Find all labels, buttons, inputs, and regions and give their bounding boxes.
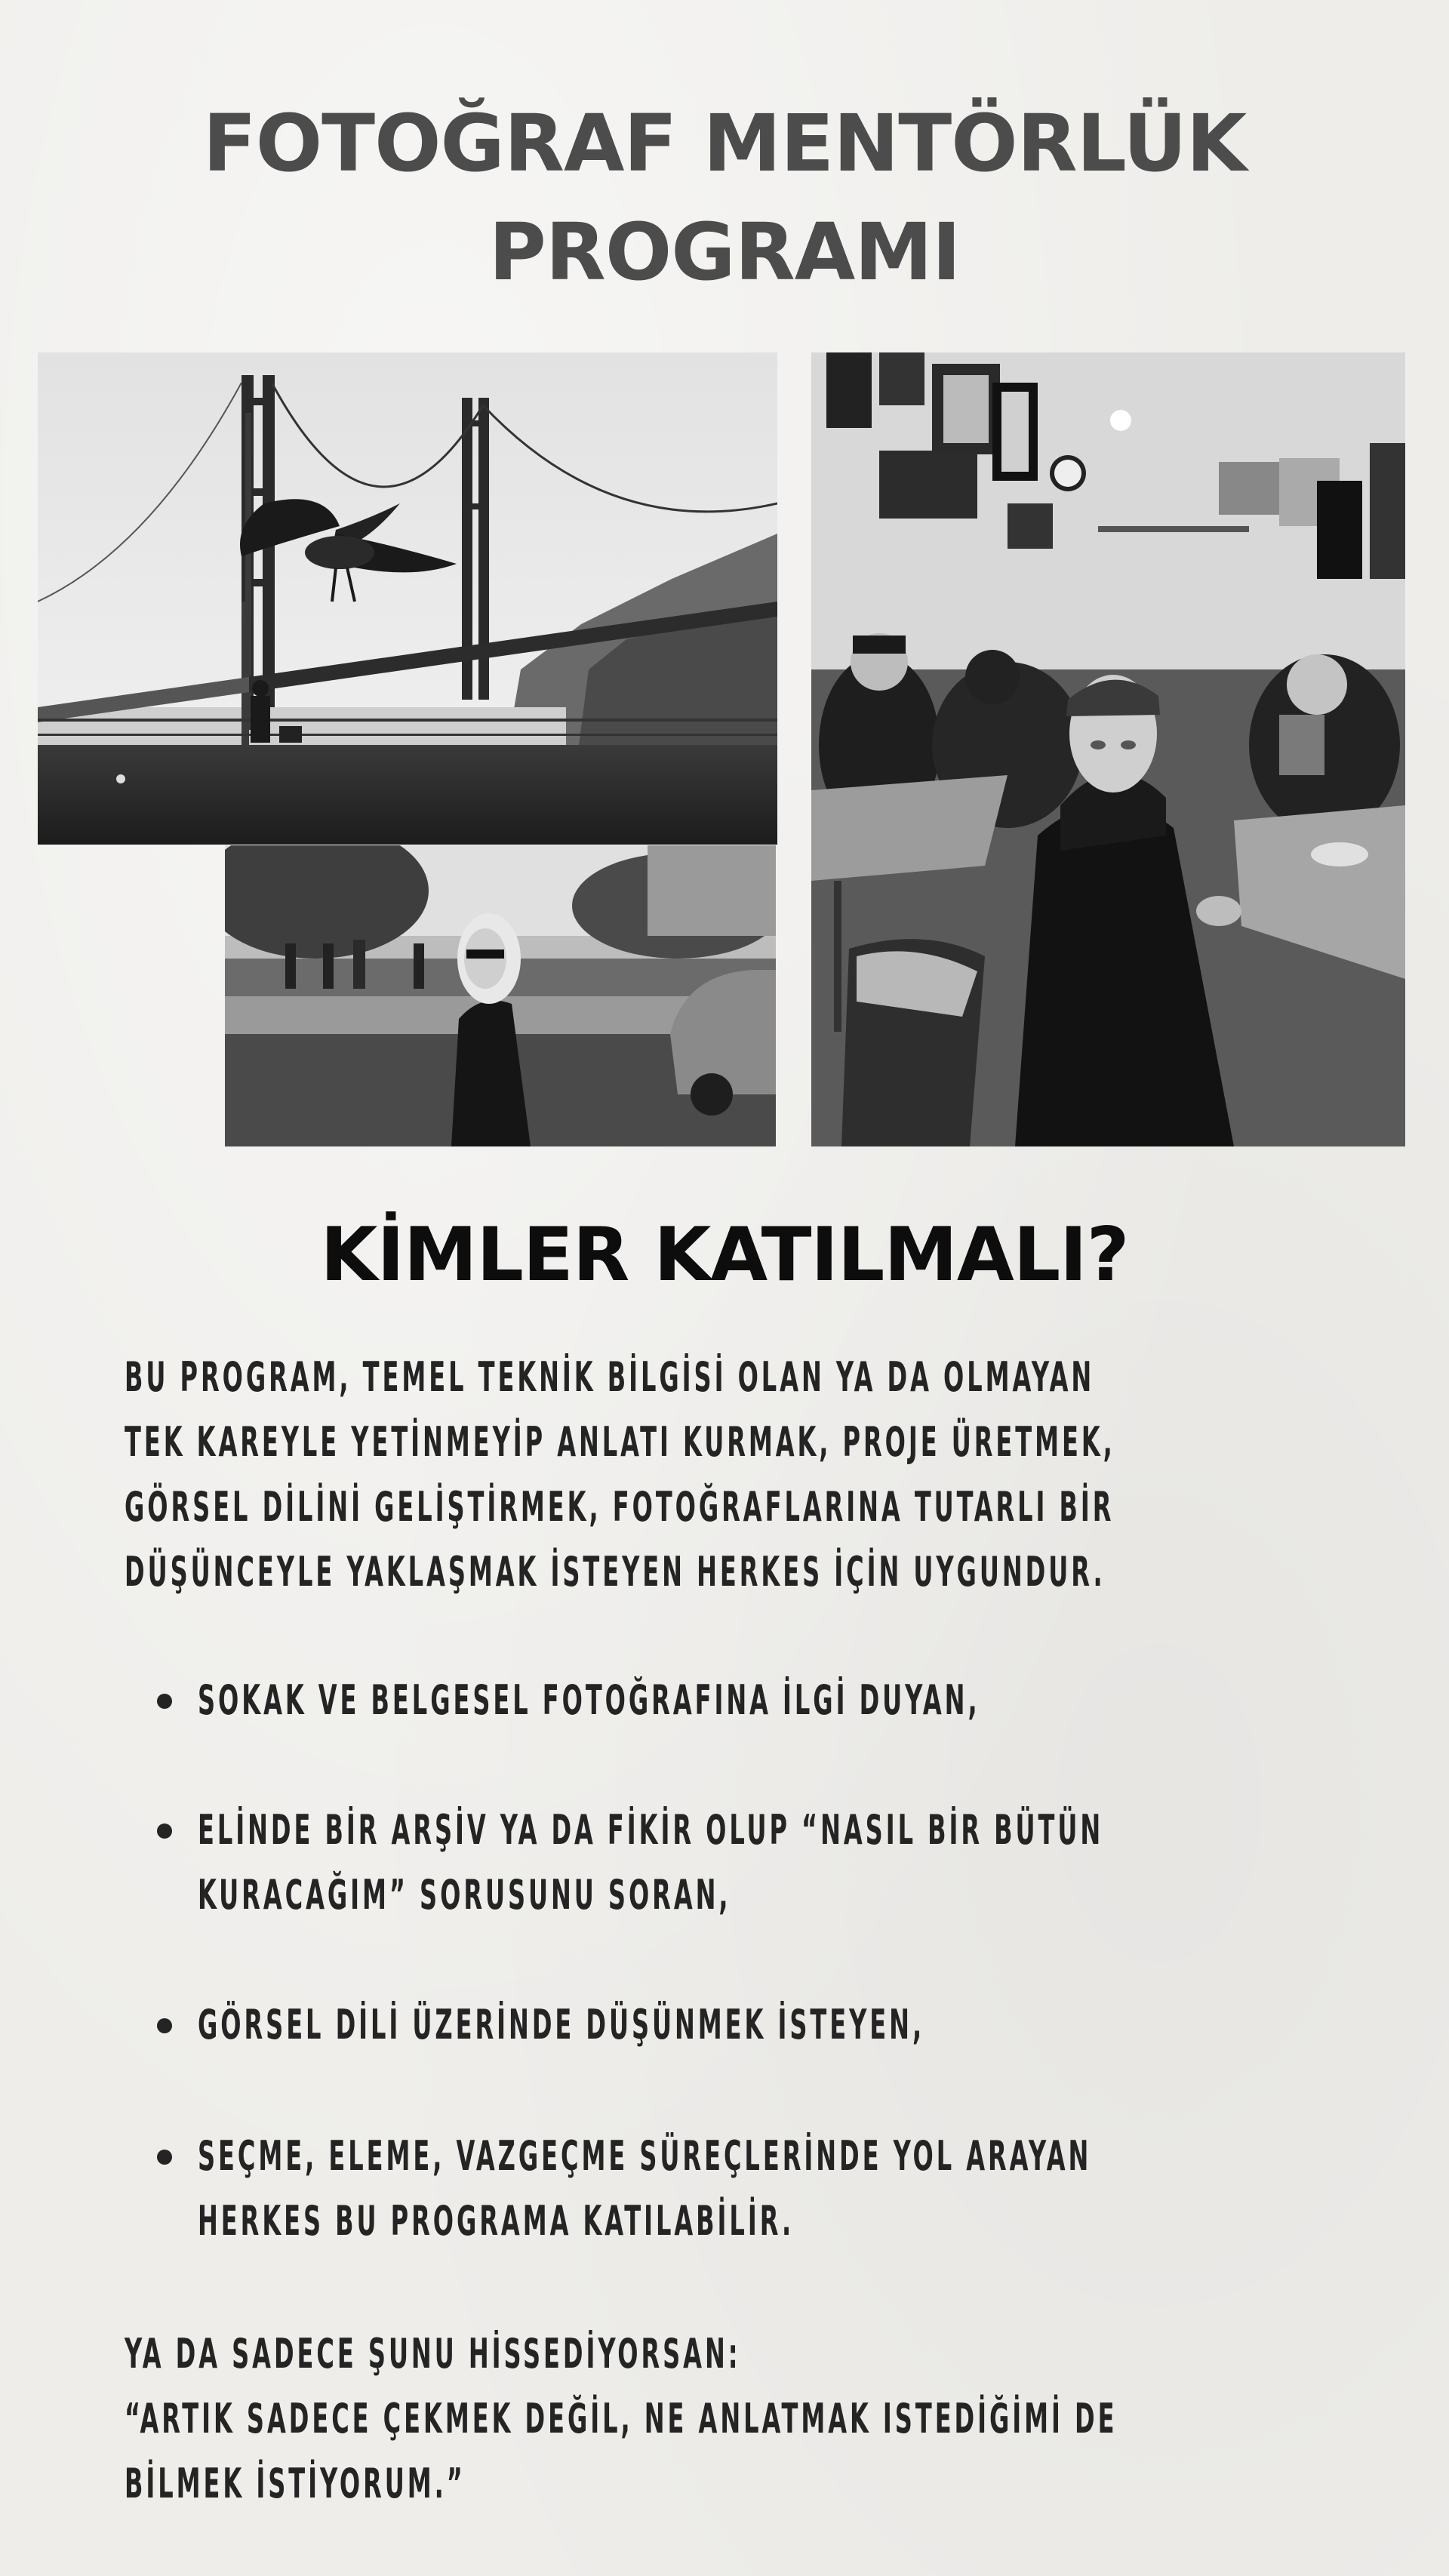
closing-line: YA DA SADECE ŞUNU HİSSEDİYORSAN: bbox=[125, 2330, 741, 2377]
photo-street-woman bbox=[225, 845, 776, 1146]
intro-line: TEK KAREYLE YETİNMEYİP ANLATI KURMAK, PROJE ÜRETMEK, bbox=[125, 1418, 1115, 1466]
page-title-line-1: FOTOĞRAF MENTÖRLÜK bbox=[202, 97, 1247, 189]
intro-line: DÜŞÜNCEYLE YAKLAŞMAK İSTEYEN HERKES İÇİN UYGUNDUR. bbox=[125, 1548, 1106, 1596]
bullet-dot-icon bbox=[157, 2150, 172, 2165]
list-item-line: SOKAK VE BELGESEL FOTOĞRAFINA İLGİ DUYAN, bbox=[198, 1676, 980, 1724]
list-item-line: GÖRSEL DİLİ ÜZERİNDE DÜŞÜNMEK İSTEYEN, bbox=[198, 2001, 925, 2048]
closing-line: “ARTIK SADECE ÇEKMEK DEĞİL, NE ANLATMAK ISTEDİĞİMİ DE bbox=[125, 2395, 1118, 2442]
list-item-line: ELİNDE BİR ARŞİV YA DA FİKİR OLUP “NASIL BİR BÜTÜN bbox=[198, 1806, 1104, 1854]
page-title bbox=[0, 89, 1449, 306]
bullet-dot-icon bbox=[157, 1694, 172, 1709]
intro-line: GÖRSEL DİLİNİ GELİŞTİRMEK, FOTOĞRAFLARINA TUTARLI BİR bbox=[125, 1483, 1115, 1531]
section-heading: KİMLER KATILMALI? bbox=[320, 1212, 1129, 1298]
list-item-line: HERKES BU PROGRAMA KATILABİLİR. bbox=[198, 2197, 795, 2245]
photo-coffeehouse bbox=[811, 352, 1405, 1146]
bullet-dot-icon bbox=[157, 1824, 172, 1839]
bullet-dot-icon bbox=[157, 2018, 172, 2033]
page-title-line-2: PROGRAMI bbox=[488, 206, 961, 298]
closing-paragraph bbox=[125, 2322, 1118, 2516]
intro-paragraph bbox=[125, 1345, 1115, 1605]
photo-seagull-bridge bbox=[38, 352, 777, 845]
intro-line: BU PROGRAM, TEMEL TEKNİK BİLGİSİ OLAN YA DA OLMAYAN bbox=[125, 1353, 1095, 1401]
list-item-line: SEÇME, ELEME, VAZGEÇME SÜREÇLERİNDE YOL ARAYAN bbox=[198, 2132, 1092, 2180]
list-item-line: KURACAĞIM” SORUSUNU SORAN, bbox=[198, 1871, 731, 1919]
closing-line: BİLMEK İSTİYORUM.” bbox=[125, 2460, 466, 2507]
